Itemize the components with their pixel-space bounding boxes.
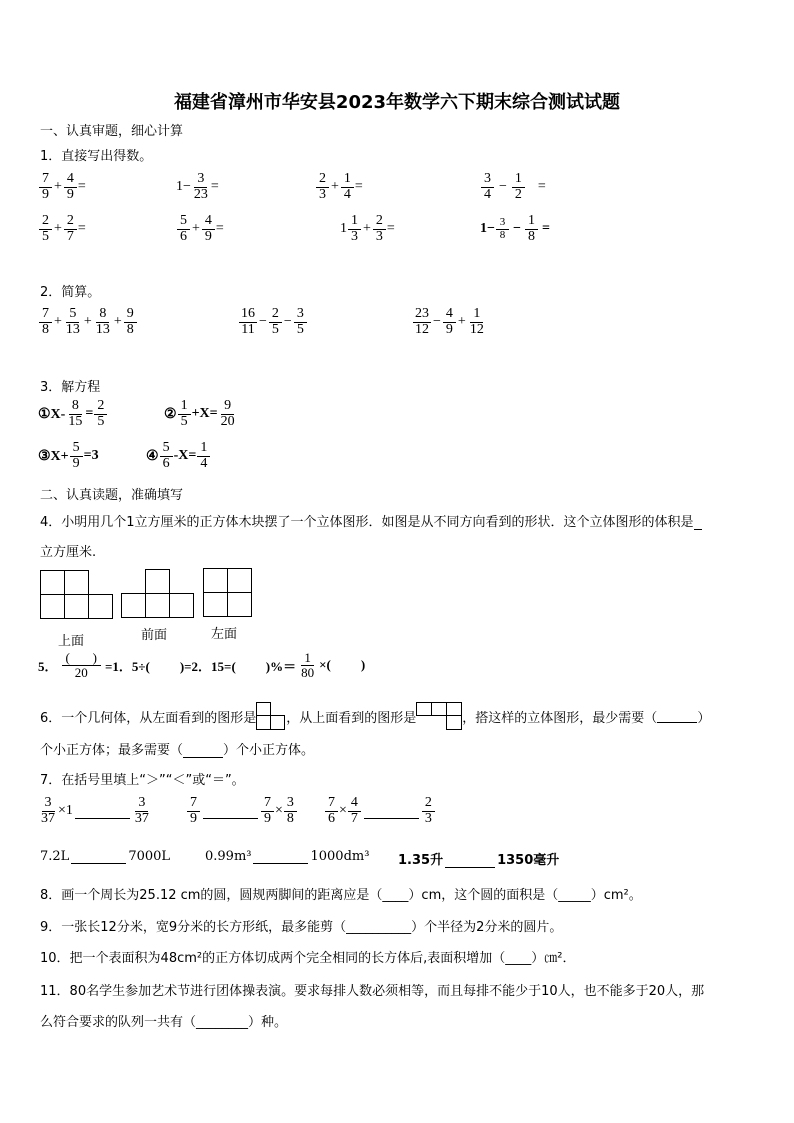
- top-view-figure: [40, 570, 115, 620]
- question-6-line-1: 6．一个几何体，从左面看到的图形是 ，从上面看到的图形是 ，搭这样的立体图形，最少需要（ ）: [40, 702, 710, 730]
- q1-item-6: $\frac{5}{6}$ + $\frac{4}{9}$ =: [176, 214, 224, 244]
- q2-expression-2: $\frac{16}{11}$ − $\frac{2}{5}$ − $\frac{3}{5}$: [238, 307, 308, 337]
- q6-top-view-figure: [416, 702, 462, 730]
- q3-equation-2: ② $\frac{1}{5}$ +X= $\frac{9}{20}$: [164, 398, 235, 429]
- q1-item-8: 1− $\frac{3}{8}$ − $\frac{1}{8}$ =: [480, 213, 550, 244]
- question-8: 8．画一个周长为25.12 cm的圆，圆规两脚间的距离应是（____）cm，这个圆的面积是（_____）cm²。: [40, 888, 642, 903]
- q7-compare-3: $\frac{7}{6}$ × $\frac{4}{7}$ $\frac{2}{3}$: [324, 796, 436, 826]
- q7-unit-compare-2: 0.99m³ 1000dm³: [205, 849, 370, 864]
- q1-item-7: 1 $\frac{1}{3}$ + $\frac{2}{3}$ =: [340, 213, 395, 244]
- q1-item-3: $\frac{2}{3}$ + $\frac{1}{4}$ =: [315, 172, 363, 202]
- question-7-stem: 7．在括号里填上“＞”“＜”或“＝”。: [40, 773, 245, 788]
- question-3-stem: 3．解方程: [40, 380, 101, 395]
- q3-equation-1: ①X- $\frac{8}{15}$ = $\frac{2}{5}$: [38, 399, 108, 429]
- q1-item-5: $\frac{2}{5}$ + $\frac{2}{7}$ =: [38, 214, 86, 244]
- question-10: 10．把一个表面积为48cm²的正方体切成两个完全相同的长方体后,表面积增加（____）㎝²．: [40, 951, 576, 966]
- question-11-line-1: 11．80名学生参加艺术节进行团体操表演。要求每排人数必须相等，而且每排不能少于10人，也不能多于20人，那: [40, 984, 705, 999]
- left-view-label: 左面: [211, 627, 238, 642]
- question-4-line-2: 立方厘米.: [40, 545, 97, 560]
- front-view-figure: [121, 569, 196, 619]
- question-1-stem: 1．直接写出得数。: [40, 149, 153, 164]
- q7-compare-1: $\frac{3}{37}$ ×1 $\frac{3}{37}$: [41, 795, 149, 826]
- question-11-line-2: 么符合要求的队列一共有（________）种。: [40, 1015, 288, 1030]
- q1-item-2: 1− $\frac{3}{23}$ =: [176, 171, 219, 202]
- page-title: 福建省漳州市华安县2023年数学六下期末综合测试试题: [173, 92, 621, 113]
- top-view-label: 上面: [58, 634, 85, 649]
- q3-equation-3: ③X+ $\frac{5}{9}$ =3: [38, 440, 99, 471]
- question-5: 5． $\frac{( )}{20}$ =1．5÷( )=2．15=( )%＝ $\frac{1}{80}$ ×( ): [38, 650, 366, 680]
- q3-equation-4: ④ $\frac{5}{6}$ -X= $\frac{1}{4}$: [146, 441, 211, 471]
- section-heading-2: 二、认真读题，准确填写: [40, 488, 184, 503]
- front-view-label: 前面: [141, 628, 168, 643]
- q1-item-4: $\frac{3}{4}$ − $\frac{1}{2}$ =: [480, 172, 546, 202]
- question-4-line-1: 4．小明用几个1立方厘米的正方体木块摆了一个立体图形．如图是从不同方向看到的形状．这个立体图形的体积是: [40, 511, 702, 530]
- question-9: 9．一张长12分米，宽9分米的长方形纸，最多能剪（__________）个半径为2分米的圆片。: [40, 920, 563, 935]
- question-6-line-2: 个小正方体；最多需要（ ）个小正方体。: [40, 743, 315, 758]
- question-2-stem: 2．简算。: [40, 285, 101, 300]
- q7-unit-compare-3: 1.35升 1350毫升: [398, 853, 560, 868]
- left-view-figure: [203, 568, 253, 618]
- q1-item-1: $\frac{7}{9}$ + $\frac{4}{9}$ =: [38, 172, 86, 202]
- q6-left-view-figure: [256, 702, 286, 730]
- section-heading-1: 一、认真审题，细心计算: [40, 124, 184, 139]
- q2-expression-1: $\frac{7}{8}$ + $\frac{5}{13}$ + $\frac{8}{13}$ + $\frac{9}{8}$: [38, 307, 138, 337]
- q7-compare-2: $\frac{7}{9}$ $\frac{7}{9}$ × $\frac{3}{8}$: [186, 796, 298, 826]
- q2-expression-3: $\frac{23}{12}$ − $\frac{4}{9}$ + $\frac{1}{12}$: [415, 306, 484, 337]
- q7-unit-compare-1: 7.2L 7000L: [40, 849, 171, 864]
